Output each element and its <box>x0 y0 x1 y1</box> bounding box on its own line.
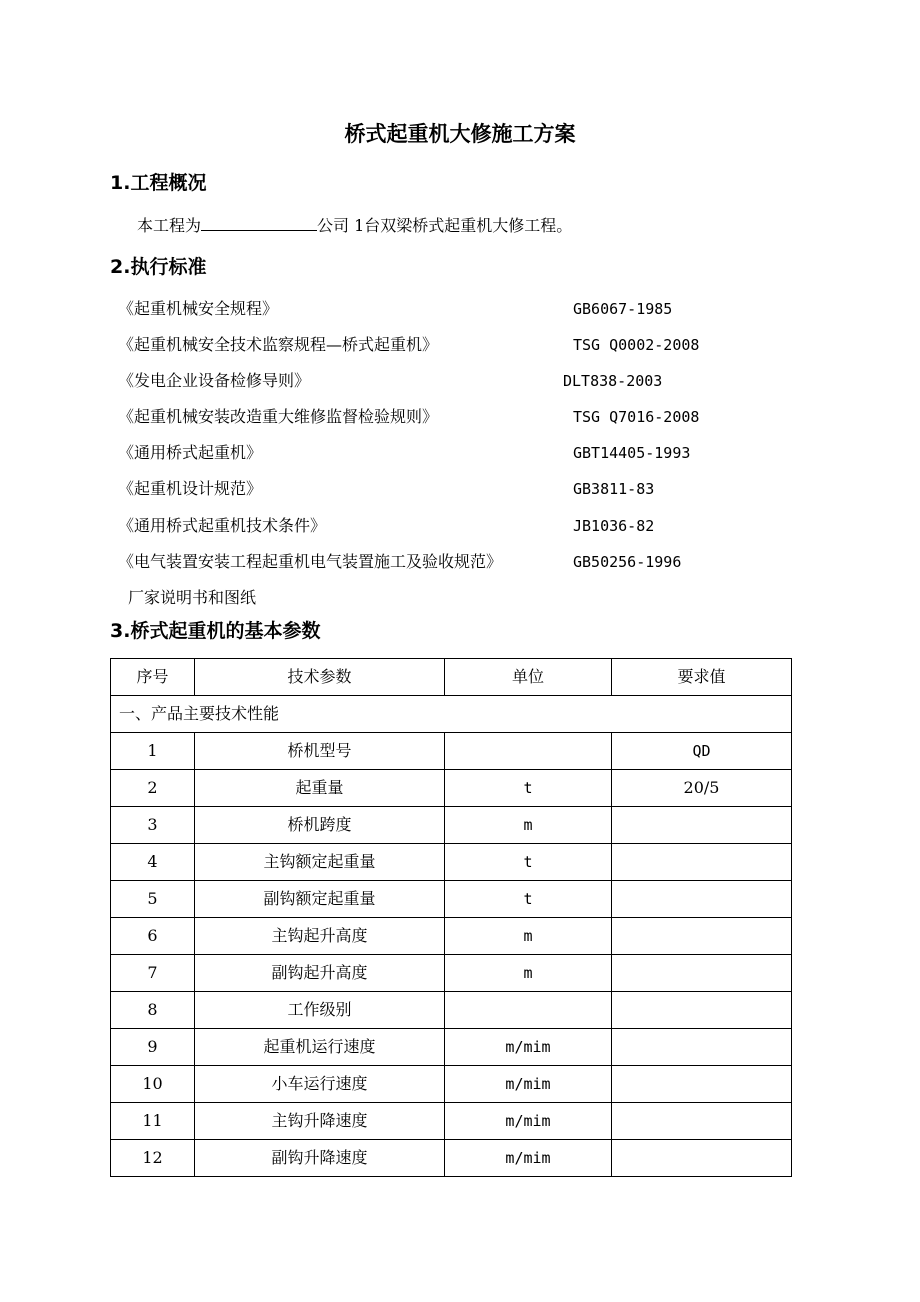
standard-name: 《起重机械安全技术监察规程—桥式起重机》 <box>118 335 439 355</box>
cell-unit: t <box>445 881 612 918</box>
header-cell-no: 序号 <box>111 659 195 696</box>
table-row <box>111 992 792 1029</box>
project-overview-text <box>137 212 572 239</box>
cell-unit: m/mim <box>445 1103 612 1140</box>
table-row <box>111 1140 792 1177</box>
standard-item <box>118 332 798 368</box>
standard-name: 《起重机械安装改造重大维修监督检验规则》 <box>118 407 439 427</box>
standard-code: JB1036-82 <box>573 516 655 535</box>
table-row <box>111 955 792 992</box>
cell-unit: m <box>445 807 612 844</box>
cell-no: 11 <box>111 1103 195 1140</box>
header-cell-unit: 单位 <box>445 659 612 696</box>
cell-param: 桥机型号 <box>195 733 445 770</box>
standard-code: GB50256-1996 <box>573 552 682 571</box>
table-row <box>111 881 792 918</box>
standard-name: 《通用桥式起重机》 <box>118 443 263 463</box>
standard-item <box>118 513 798 549</box>
company-name-blank <box>201 212 317 231</box>
standards-list <box>118 296 798 621</box>
cell-no: 6 <box>111 918 195 955</box>
header-cell-param: 技术参数 <box>195 659 445 696</box>
cell-no: 4 <box>111 844 195 881</box>
standard-name: 厂家说明书和图纸 <box>128 587 257 607</box>
cell-no: 12 <box>111 1140 195 1177</box>
standard-name: 《电气装置安装工程起重机电气装置施工及验收规范》 <box>118 551 503 571</box>
cell-value <box>612 918 792 955</box>
table-row <box>111 807 792 844</box>
standard-item <box>118 404 798 440</box>
cell-param: 副钩额定起重量 <box>195 881 445 918</box>
cell-value <box>612 955 792 992</box>
cell-param: 起重机运行速度 <box>195 1029 445 1066</box>
cell-no: 1 <box>111 733 195 770</box>
table-row <box>111 1066 792 1103</box>
cell-param: 主钩起升高度 <box>195 918 445 955</box>
cell-value <box>612 992 792 1029</box>
table-row <box>111 844 792 881</box>
cell-param: 桥机跨度 <box>195 807 445 844</box>
overview-text-before: 本工程为 <box>137 216 202 235</box>
cell-value <box>612 1140 792 1177</box>
cell-no: 9 <box>111 1029 195 1066</box>
cell-param: 小车运行速度 <box>195 1066 445 1103</box>
cell-unit: m/mim <box>445 1066 612 1103</box>
cell-param: 工作级别 <box>195 992 445 1029</box>
cell-param: 主钩升降速度 <box>195 1103 445 1140</box>
table-row <box>111 733 792 770</box>
overview-text-after: 公司 1台双梁桥式起重机大修工程。 <box>317 216 573 235</box>
section-3-heading: 3.桥式起重机的基本参数 <box>110 620 321 642</box>
table-row <box>111 918 792 955</box>
cell-value: 20/5 <box>612 770 792 807</box>
standard-code: DLT838-2003 <box>563 372 663 391</box>
cell-no: 3 <box>111 807 195 844</box>
standard-item <box>118 368 798 404</box>
group-label-cell: 一、产品主要技术性能 <box>111 696 792 733</box>
standard-item <box>118 585 798 621</box>
table-group-row <box>111 696 792 733</box>
cell-value <box>612 844 792 881</box>
parameters-table <box>110 658 792 1177</box>
cell-value <box>612 807 792 844</box>
cell-value <box>612 881 792 918</box>
standard-item <box>118 476 798 512</box>
cell-value <box>612 1029 792 1066</box>
section-1-heading: 1.工程概况 <box>110 172 207 194</box>
cell-unit: m <box>445 955 612 992</box>
cell-unit <box>445 733 612 770</box>
cell-unit: t <box>445 770 612 807</box>
cell-param: 主钩额定起重量 <box>195 844 445 881</box>
standard-name: 《起重机械安全规程》 <box>118 299 279 318</box>
table-header-row <box>111 659 792 696</box>
table-row <box>111 1029 792 1066</box>
cell-no: 10 <box>111 1066 195 1103</box>
standard-code: TSG Q7016-2008 <box>573 408 700 427</box>
standard-name: 《起重机设计规范》 <box>118 479 263 499</box>
standard-code: TSG Q0002-2008 <box>573 336 700 355</box>
cell-no: 8 <box>111 992 195 1029</box>
document-title: 桥式起重机大修施工方案 <box>344 122 576 146</box>
cell-value: QD <box>612 733 792 770</box>
cell-unit <box>445 992 612 1029</box>
standard-name: 《发电企业设备检修导则》 <box>118 371 311 391</box>
cell-param: 副钩起升高度 <box>195 955 445 992</box>
cell-unit: m/mim <box>445 1140 612 1177</box>
standard-code: GBT14405-1993 <box>573 444 691 463</box>
standard-code: GB3811-83 <box>573 480 655 499</box>
standard-item <box>118 549 798 585</box>
cell-unit: t <box>445 844 612 881</box>
header-cell-value: 要求值 <box>612 659 792 696</box>
table-row <box>111 1103 792 1140</box>
standard-item <box>118 440 798 476</box>
cell-no: 7 <box>111 955 195 992</box>
cell-value <box>612 1066 792 1103</box>
cell-no: 2 <box>111 770 195 807</box>
cell-unit: m <box>445 918 612 955</box>
table-row <box>111 770 792 807</box>
cell-no: 5 <box>111 881 195 918</box>
cell-param: 副钩升降速度 <box>195 1140 445 1177</box>
section-2-heading: 2.执行标准 <box>110 256 207 278</box>
standard-name: 《通用桥式起重机技术条件》 <box>118 515 327 535</box>
standard-code: GB6067-1985 <box>573 300 673 318</box>
cell-unit: m/mim <box>445 1029 612 1066</box>
standard-item <box>118 296 798 332</box>
cell-value <box>612 1103 792 1140</box>
cell-param: 起重量 <box>195 770 445 807</box>
